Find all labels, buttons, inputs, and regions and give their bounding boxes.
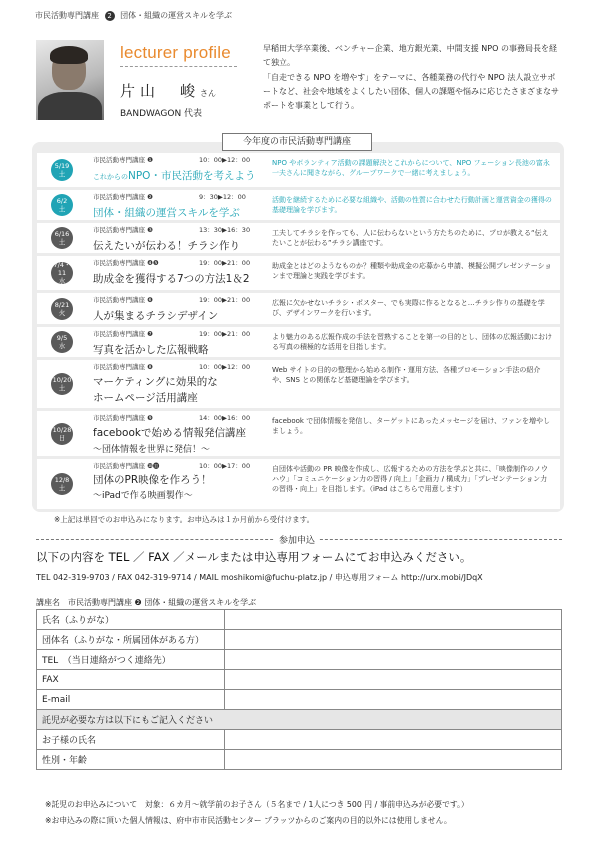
lecturer-name: 片山 峻さん — [120, 82, 217, 100]
weekday-text: 土 — [58, 484, 66, 492]
lecturer-profile-heading: lecturer profile — [120, 43, 231, 62]
course-description: 活動を継続するために必要な組織や、活動の性質に合わせた行動計画と運営資金の獲得の基礎理論を学びます。 — [272, 196, 552, 214]
lecturer-bio — [263, 42, 563, 113]
field-input[interactable] — [225, 690, 562, 710]
schedule-row — [37, 411, 560, 456]
course-time: 10：00▶17：00 — [199, 462, 251, 470]
date-text: 12/8 — [54, 476, 70, 484]
course-title: 助成金を獲得する7つの方法1＆2 — [93, 273, 250, 285]
lecturer-org: BANDWAGON 代表 — [120, 109, 203, 119]
course-time: 9：30▶12：00 — [199, 193, 246, 201]
field-label: E-mail — [37, 690, 225, 710]
field-label: 性別・年齢 — [37, 750, 225, 770]
course-description: より魅力のある広報作成の手法を習熟することを第一の目的とし、団体の広報活動における写真の積極的な活用を目指します。 — [272, 333, 552, 351]
date-text: 7/4・11 — [53, 261, 71, 277]
date-text: 8/21 — [54, 300, 70, 309]
course-title: 人が集まるチラシデザイン — [93, 310, 219, 322]
course-series: 市民活動専門講座 ❽ — [93, 363, 153, 371]
form-row — [37, 610, 562, 630]
course-series: 市民活動専門講座 ❶ — [93, 156, 153, 164]
header-series: 市民活動専門講座 — [35, 11, 99, 20]
schedule-row — [37, 293, 560, 324]
course-title: これからのNPO・市民活動を考えよう — [93, 170, 256, 182]
weekday-text: 火 — [58, 308, 66, 317]
course-title: 団体・組織の運営スキルを学ぶ — [93, 207, 240, 219]
weekday-text: 土 — [58, 384, 66, 392]
schedule-row — [37, 223, 560, 253]
course-description: Web サイトの目的の整理から始める制作・運用方法、各種プロモーション手法の紹介や、SNS との関係など基礎理論を学びます。 — [272, 366, 541, 384]
date-badge — [51, 373, 73, 395]
childcare-section-label: 託児が必要な方は以下にもご記入ください — [37, 710, 562, 730]
course-description: facebook で団体情報を発信し、ターゲットにあったメッセージを届け、ファンを増やしましょう。 — [272, 417, 551, 435]
weekday-text: 土 — [58, 205, 66, 213]
course-series: 市民活動専門講座 ❷ — [93, 193, 153, 201]
form-section-row — [37, 710, 562, 730]
course-title: 伝えたいが伝わる！チラシ作り — [93, 240, 240, 252]
schedule-row — [37, 459, 560, 509]
field-label: FAX — [37, 670, 225, 690]
date-text: 6/2 — [56, 197, 68, 205]
course-time: 19：00▶21：00 — [199, 259, 251, 267]
course-series: 市民活動専門講座 ❹❺ — [93, 259, 159, 267]
field-label: 氏名（ふりがな） — [37, 610, 225, 630]
date-text: 10/20 — [52, 376, 72, 384]
contact-info: TEL 042-319-9703 / FAX 042-319-9714 / MAIL moshikomi@fuchu-platz.jp / 申込専用フォーム http://urx.mobi/JDqX — [36, 573, 483, 582]
course-subtitle: ～iPadで作る映画製作～ — [93, 491, 193, 501]
course-series: 市民活動専門講座 ❾ — [93, 414, 153, 422]
course-series: 市民活動専門講座 ❸ — [93, 226, 153, 234]
date-badge — [51, 159, 73, 181]
bio-paragraph: 「自走できる NPO を増やす」をテーマに、各種業務の代行や NPO 法人設立サポートなど、社会や地域をよくしたい団体、個人の課題や悩みに応じたさまざまなサポートを事業として行う。 — [263, 72, 559, 111]
weekday-text: 水 — [58, 277, 66, 285]
course-time: 19：00▶21：00 — [199, 296, 251, 304]
weekday-text: 土 — [58, 170, 66, 178]
date-badge — [51, 423, 73, 445]
date-text: 9/5 — [56, 334, 68, 342]
bio-paragraph: 早稲田大学卒業後、ベンチャー企業、地方銀光業、中間支援 NPO の事務局長を経て独立。 — [263, 44, 557, 68]
field-input[interactable] — [225, 670, 562, 690]
header-title: 団体・組織の運営スキルを学ぶ — [120, 11, 233, 20]
apply-instruction: 以下の内容を TEL ／ FAX ／メールまたは申込専用フォームにてお申込みください。 — [36, 550, 472, 564]
course-series: 市民活動専門講座 ❿⓫ — [93, 462, 160, 470]
course-title: 写真を活かした広報戦略 — [93, 344, 209, 356]
course-description: 助成金とはどのようなものか？種類や助成金の応募から申請、模擬公開プレゼンテーションまで理論と実践を学びます。 — [272, 262, 552, 280]
schedule-row — [37, 327, 560, 357]
field-label: お子様の氏名 — [37, 730, 225, 750]
schedule-row — [37, 360, 560, 408]
course-title: facebookで始める情報発信講座 — [93, 427, 246, 439]
course-series: 市民活動専門講座 ❼ — [93, 330, 153, 338]
date-badge — [51, 298, 73, 320]
field-input[interactable] — [225, 730, 562, 750]
field-input[interactable] — [225, 610, 562, 630]
schedule-title: 今年度の市民活動専門講座 — [222, 133, 372, 151]
course-series: 市民活動専門講座 ❻ — [93, 296, 153, 304]
lecturer-photo — [36, 40, 104, 120]
form-row — [37, 630, 562, 650]
course-time: 10：00▶12：00 — [199, 156, 251, 164]
schedule-row — [37, 153, 560, 187]
form-row — [37, 690, 562, 710]
footnote-privacy: ※お申込みの際に頂いた個人情報は、府中市市民活動センター プラッツからのご案内の目的以外には使用しません。 — [45, 816, 452, 825]
schedule-row — [37, 190, 560, 220]
date-text: 10/28 — [52, 425, 72, 434]
course-subtitle: ホームページ活用講座 — [93, 392, 198, 404]
weekday-text: 水 — [58, 342, 66, 350]
field-input[interactable] — [225, 650, 562, 670]
course-title: マーケティングに効果的な — [93, 376, 218, 388]
form-row — [37, 750, 562, 770]
date-badge — [51, 227, 73, 249]
application-form — [36, 609, 562, 770]
form-row — [37, 730, 562, 750]
date-text: 5/19 — [54, 162, 70, 170]
apply-heading: 参加申込 — [275, 533, 319, 546]
course-time: 19：00▶21：00 — [199, 330, 251, 338]
date-badge — [51, 331, 73, 353]
course-description: 広報に欠かせないチラシ・ポスター、でも実際に作るとなると…チラシ作りの基礎を学び、デザインワークを行います。 — [272, 299, 545, 317]
field-input[interactable] — [225, 630, 562, 650]
form-row — [37, 670, 562, 690]
course-name: 講座名 市民活動専門講座 ❷ 団体・組織の運営スキルを学ぶ — [36, 598, 257, 607]
course-description: 工夫してチラシを作っても、人に伝わらないという方たちのために、プロが教える“伝えたいことが伝わる”チラシ講座です。 — [272, 229, 549, 247]
course-time: 10：00▶12：00 — [199, 363, 251, 371]
date-text: 6/16 — [54, 230, 70, 238]
field-label: TEL （当日連絡がつく連絡先） — [37, 650, 225, 670]
schedule-note: ※上記は単回でのお申込みになります。お申込みは１か月前から受付けます。 — [54, 515, 315, 524]
schedule-row — [37, 256, 560, 290]
course-time: 13：30▶16：30 — [199, 226, 251, 234]
date-badge — [51, 194, 73, 216]
header-number: 2 — [105, 11, 115, 21]
field-label: 団体名（ふりがな・所属団体がある方） — [37, 630, 225, 650]
page-header — [35, 10, 232, 21]
course-subtitle: ～団体情報を世界に発信！～ — [93, 445, 211, 455]
course-description: NPO やボランティア活動の課題解決とこれからについて、NPO フェーション長池の富永一夫さんに聞きながら、グループワークで一緒に考えましょう。 — [272, 159, 550, 177]
weekday-text: 日 — [58, 433, 66, 442]
field-input[interactable] — [225, 750, 562, 770]
course-time: 14：00▶16：00 — [199, 414, 251, 422]
weekday-text: 土 — [58, 238, 66, 246]
form-row — [37, 650, 562, 670]
course-description: 自団体や活動の PR 映像を作成し、広報するための方法を学ぶと共に、「映像制作のノウハウ」「コミュニケーション力の習得 / 向上」「企画力 / 構成力」「プレゼンテーション力の習得・向上」を目指します。（iPad はこちらで用意します） — [272, 465, 549, 493]
course-title: 団体のPR映像を作ろう！ — [93, 474, 212, 486]
footnote-childcare: ※託児のお申込みについて 対象：６カ月〜就学前のお子さん（５名まで / 1人につき 500 円 / 事前申込みが必要です。） — [45, 800, 469, 809]
date-badge — [51, 262, 73, 284]
divider — [120, 66, 237, 67]
date-badge — [51, 473, 73, 495]
